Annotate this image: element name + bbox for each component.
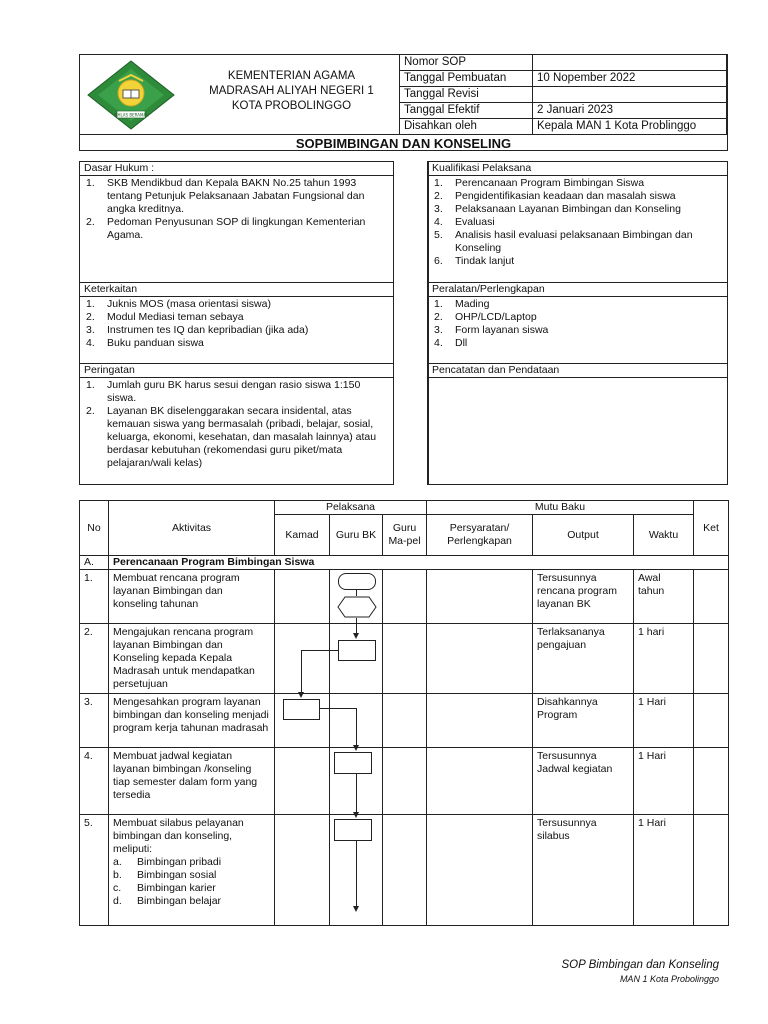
row-output: Disahkannya Program [533, 694, 634, 748]
item-text: Pengidentifikasian keadaan dan masalah siswa [455, 190, 676, 202]
section-row [80, 556, 729, 570]
col-mutu-baku-header: Mutu Baku [427, 501, 694, 515]
peralatan-title: Peralatan/Perlengkapan [428, 283, 727, 297]
sop-meta-table [399, 54, 727, 135]
item-text: Pedoman Penyusunan SOP di lingkungan Kementerian Agama. [107, 216, 366, 241]
item-text: Mading [455, 298, 490, 310]
kualifikasi-list [428, 176, 727, 268]
item-number: 3. [434, 203, 443, 215]
meta-label: Tanggal Revisi [400, 87, 533, 103]
row-kamad [275, 748, 330, 815]
footer-institution: MAN 1 Kota Probolinggo [619, 974, 719, 984]
row-output: Tersusunnya Jadwal kegiatan [533, 748, 634, 815]
document-title: SOPBIMBINGAN DAN KONSELING [80, 134, 727, 152]
sub-item-text: Bimbingan karier [137, 882, 216, 894]
section-title: Perencanaan Program Bimbingan Siswa [109, 556, 729, 570]
row-guru-mapel [383, 748, 427, 815]
pencatatan-title: Pencatatan dan Pendataan [428, 364, 727, 378]
row-ket [694, 570, 729, 624]
row-aktivitas [109, 815, 275, 926]
org-line-3: KOTA PROBOLINGGO [231, 100, 352, 112]
flow-connector [356, 618, 357, 633]
logo-cell [80, 55, 184, 135]
list-item [84, 337, 389, 350]
row-ket [694, 815, 729, 926]
list-item [432, 229, 723, 255]
col-kamad-header: Kamad [275, 515, 330, 556]
meta-row [400, 119, 727, 135]
flow-arrow-down [353, 906, 359, 912]
row-guru-mapel [383, 570, 427, 624]
sub-item-letter: a. [113, 856, 122, 868]
item-text: Instrumen tes IQ dan kepribadian (jika ada) [107, 324, 309, 336]
item-text: OHP/LCD/Laptop [455, 311, 537, 323]
col-persyaratan-header: Persyaratan/ Perlengkapan [427, 515, 533, 556]
item-text: Jumlah guru BK harus sesui dengan rasio siswa 1:150 siswa. [107, 379, 361, 404]
item-number: 1. [86, 379, 95, 391]
col-aktivitas-header: Aktivitas [109, 501, 275, 556]
sub-item-letter: c. [113, 882, 122, 894]
sub-item-text: Bimbingan belajar [137, 895, 222, 907]
list-item [432, 255, 723, 268]
flow-connector [320, 708, 356, 709]
row-no: 2. [80, 624, 109, 694]
item-number: 1. [434, 298, 443, 310]
sop-header [79, 54, 728, 151]
row-aktivitas: Mengesahkan program layanan bimbingan dan konseling menjadi program kerja tahunan madrasah [109, 694, 275, 748]
sub-item [113, 895, 270, 908]
meta-label: Nomor SOP [400, 55, 533, 71]
list-item [432, 177, 723, 190]
row-no: 1. [80, 570, 109, 624]
flow-connector [301, 650, 302, 692]
flow-arrow-down [353, 633, 359, 639]
row-ket [694, 748, 729, 815]
sub-item-text: Bimbingan pribadi [137, 856, 222, 868]
row-persyaratan [427, 694, 533, 748]
item-number: 2. [434, 190, 443, 202]
row-aktivitas-text: Membuat silabus pelayanan bimbingan dan konseling, meliputi: [113, 817, 244, 855]
col-output-header: Output [533, 515, 634, 556]
keterkaitan-box [79, 282, 394, 364]
col-ket-header: Ket [694, 501, 729, 556]
flow-arrow-down [353, 745, 359, 751]
item-text: Perencanaan Program Bimbingan Siswa [455, 177, 645, 189]
flow-process-box [338, 640, 376, 661]
row-no: 4. [80, 748, 109, 815]
item-text: SKB Mendikbud dan Kepala BAKN No.25 tahun 1993 tentang Petunjuk Pelaksanaan Jabatan Fungsional dan angka kreditnya. [107, 177, 365, 215]
sub-item [113, 856, 270, 869]
row-guru-mapel [383, 624, 427, 694]
item-number: 3. [434, 324, 443, 336]
row-kamad [275, 815, 330, 926]
org-line-1: KEMENTERIAN AGAMA [227, 70, 356, 82]
item-number: 2. [86, 311, 95, 323]
item-text: Layanan BK diselenggarakan secara insidental, atas kemauan siswa yang bermasalah (pribadi, belajar, sosial, keluarga, ekonomi, kesehatan, dan masalah lainnya) atau berdasar kebutuhan (rekomendasi guru piket/mata pelajaran/wali kelas) [107, 405, 377, 469]
list-item [432, 324, 723, 337]
list-item [432, 311, 723, 324]
dasar-hukum-list [80, 176, 393, 242]
meta-value [532, 55, 726, 71]
item-text: Buku panduan siswa [107, 337, 204, 349]
table-row [80, 694, 729, 748]
peringatan-list [80, 378, 393, 470]
item-number: 2. [434, 311, 443, 323]
flow-decision-hexagon [337, 596, 377, 618]
pencatatan-box [427, 363, 728, 485]
meta-value: Kepala MAN 1 Kota Problinggo [532, 119, 726, 135]
flow-connector [356, 774, 357, 812]
row-waktu: 1 Hari [634, 694, 694, 748]
meta-label: Disahkan oleh [400, 119, 533, 135]
list-item [84, 298, 389, 311]
list-item [432, 337, 723, 350]
row-waktu: 1 Hari [634, 748, 694, 815]
row-output: Tersusunnya rencana program layanan BK [533, 570, 634, 624]
row-no: 3. [80, 694, 109, 748]
footer-doc-title: SOP Bimbingan dan Konseling [561, 959, 719, 971]
kualifikasi-box [427, 161, 728, 283]
item-text: Dll [455, 337, 468, 349]
row-waktu: 1 Hari [634, 815, 694, 926]
flow-process-box [334, 819, 372, 841]
col-pelaksana-header: Pelaksana [275, 501, 427, 515]
meta-row [400, 71, 727, 87]
list-item [84, 311, 389, 324]
row-no: 5. [80, 815, 109, 926]
col-guru-bk-header: Guru BK [330, 515, 383, 556]
item-text: Analisis hasil evaluasi pelaksanaan Bimbingan dan Konseling [455, 229, 693, 254]
table-row [80, 570, 729, 624]
logo-ribbon-text: IKHLAS BERAMAL [113, 112, 149, 118]
meta-value [532, 87, 726, 103]
item-text: Pelaksanaan Layanan Bimbingan dan Konseling [455, 203, 681, 215]
row-guru-mapel [383, 815, 427, 926]
row-waktu: Awal tahun [634, 570, 694, 624]
meta-value: 2 Januari 2023 [532, 103, 726, 119]
col-no-header: No [80, 501, 109, 556]
item-number: 2. [86, 216, 95, 228]
row-ket [694, 694, 729, 748]
meta-row [400, 87, 727, 103]
kualifikasi-title: Kualifikasi Pelaksana [428, 162, 727, 176]
sub-item [113, 882, 270, 895]
list-item [432, 298, 723, 311]
peringatan-title: Peringatan [80, 364, 393, 378]
meta-row [400, 103, 727, 119]
sub-item [113, 869, 270, 882]
table-row [80, 815, 729, 926]
list-item [84, 379, 389, 405]
keterkaitan-list [80, 297, 393, 350]
item-text: Evaluasi [455, 216, 495, 228]
meta-value: 10 Nopember 2022 [532, 71, 726, 87]
col-waktu-header: Waktu [634, 515, 694, 556]
row-kamad [275, 570, 330, 624]
row-waktu: 1 hari [634, 624, 694, 694]
table-row [80, 748, 729, 815]
flow-process-box [334, 752, 372, 774]
kemenag-logo [86, 59, 176, 131]
col-guru-mapel-header: Guru Ma-pel [383, 515, 427, 556]
list-item [84, 405, 389, 470]
list-item [84, 216, 389, 242]
item-number: 1. [434, 177, 443, 189]
row-ket [694, 624, 729, 694]
row-persyaratan [427, 748, 533, 815]
list-item [84, 177, 389, 216]
sub-item-letter: b. [113, 869, 122, 881]
peralatan-list [428, 297, 727, 350]
item-number: 1. [86, 298, 95, 310]
flow-connector [356, 841, 357, 906]
item-text: Juknis MOS (masa orientasi siswa) [107, 298, 271, 310]
organization-name [184, 55, 399, 135]
item-number: 4. [86, 337, 95, 349]
header-row-1 [80, 501, 729, 515]
row-persyaratan [427, 570, 533, 624]
peralatan-box [427, 282, 728, 364]
dasar-hukum-box [79, 161, 394, 283]
meta-label: Tanggal Efektif [400, 103, 533, 119]
table-row [80, 624, 729, 694]
item-number: 3. [86, 324, 95, 336]
flow-connector [301, 650, 338, 651]
sub-item-letter: d. [113, 895, 122, 907]
section-no: A. [80, 556, 109, 570]
item-number: 6. [434, 255, 443, 267]
row-kamad [275, 624, 330, 694]
meta-label: Tanggal Pembuatan [400, 71, 533, 87]
flow-arrow-down [353, 812, 359, 818]
row-output: Tersusunnya silabus [533, 815, 634, 926]
item-number: 2. [86, 405, 95, 417]
keterkaitan-title: Keterkaitan [80, 283, 393, 297]
list-item [84, 324, 389, 337]
row-persyaratan [427, 624, 533, 694]
row-aktivitas: Mengajukan rencana program layanan Bimbingan dan Konseling kepada Kepala Madrasah untuk mendapatkan persetujuan [109, 624, 275, 694]
flow-start-terminator [338, 573, 376, 590]
item-number: 4. [434, 216, 443, 228]
flow-arrow-down [298, 692, 304, 698]
row-aktivitas: Membuat rencana program layanan Bimbingan dan konseling tahunan [109, 570, 275, 624]
procedure-table [79, 500, 729, 926]
row-guru-mapel [383, 694, 427, 748]
item-text: Modul Mediasi teman sebaya [107, 311, 244, 323]
item-number: 1. [86, 177, 95, 189]
flow-connector [356, 708, 357, 746]
list-item [432, 203, 723, 216]
item-number: 5. [434, 229, 443, 241]
sub-item-text: Bimbingan sosial [137, 869, 217, 881]
info-divider-column [393, 161, 429, 485]
row-output: Terlaksananya pengajuan [533, 624, 634, 694]
dasar-hukum-title: Dasar Hukum : [80, 162, 393, 176]
item-text: Tindak lanjut [455, 255, 515, 267]
org-line-2: MADRASAH ALIYAH NEGERI 1 [209, 85, 374, 97]
peringatan-box [79, 363, 394, 485]
meta-row [400, 55, 727, 71]
list-item [432, 190, 723, 203]
list-item [432, 216, 723, 229]
item-text: Form layanan siswa [455, 324, 549, 336]
row-persyaratan [427, 815, 533, 926]
item-number: 4. [434, 337, 443, 349]
row-aktivitas: Membuat jadwal kegiatan layanan bimbingan /konseling tiap semester dalam form yang tersedia [109, 748, 275, 815]
flow-process-box [283, 699, 320, 720]
